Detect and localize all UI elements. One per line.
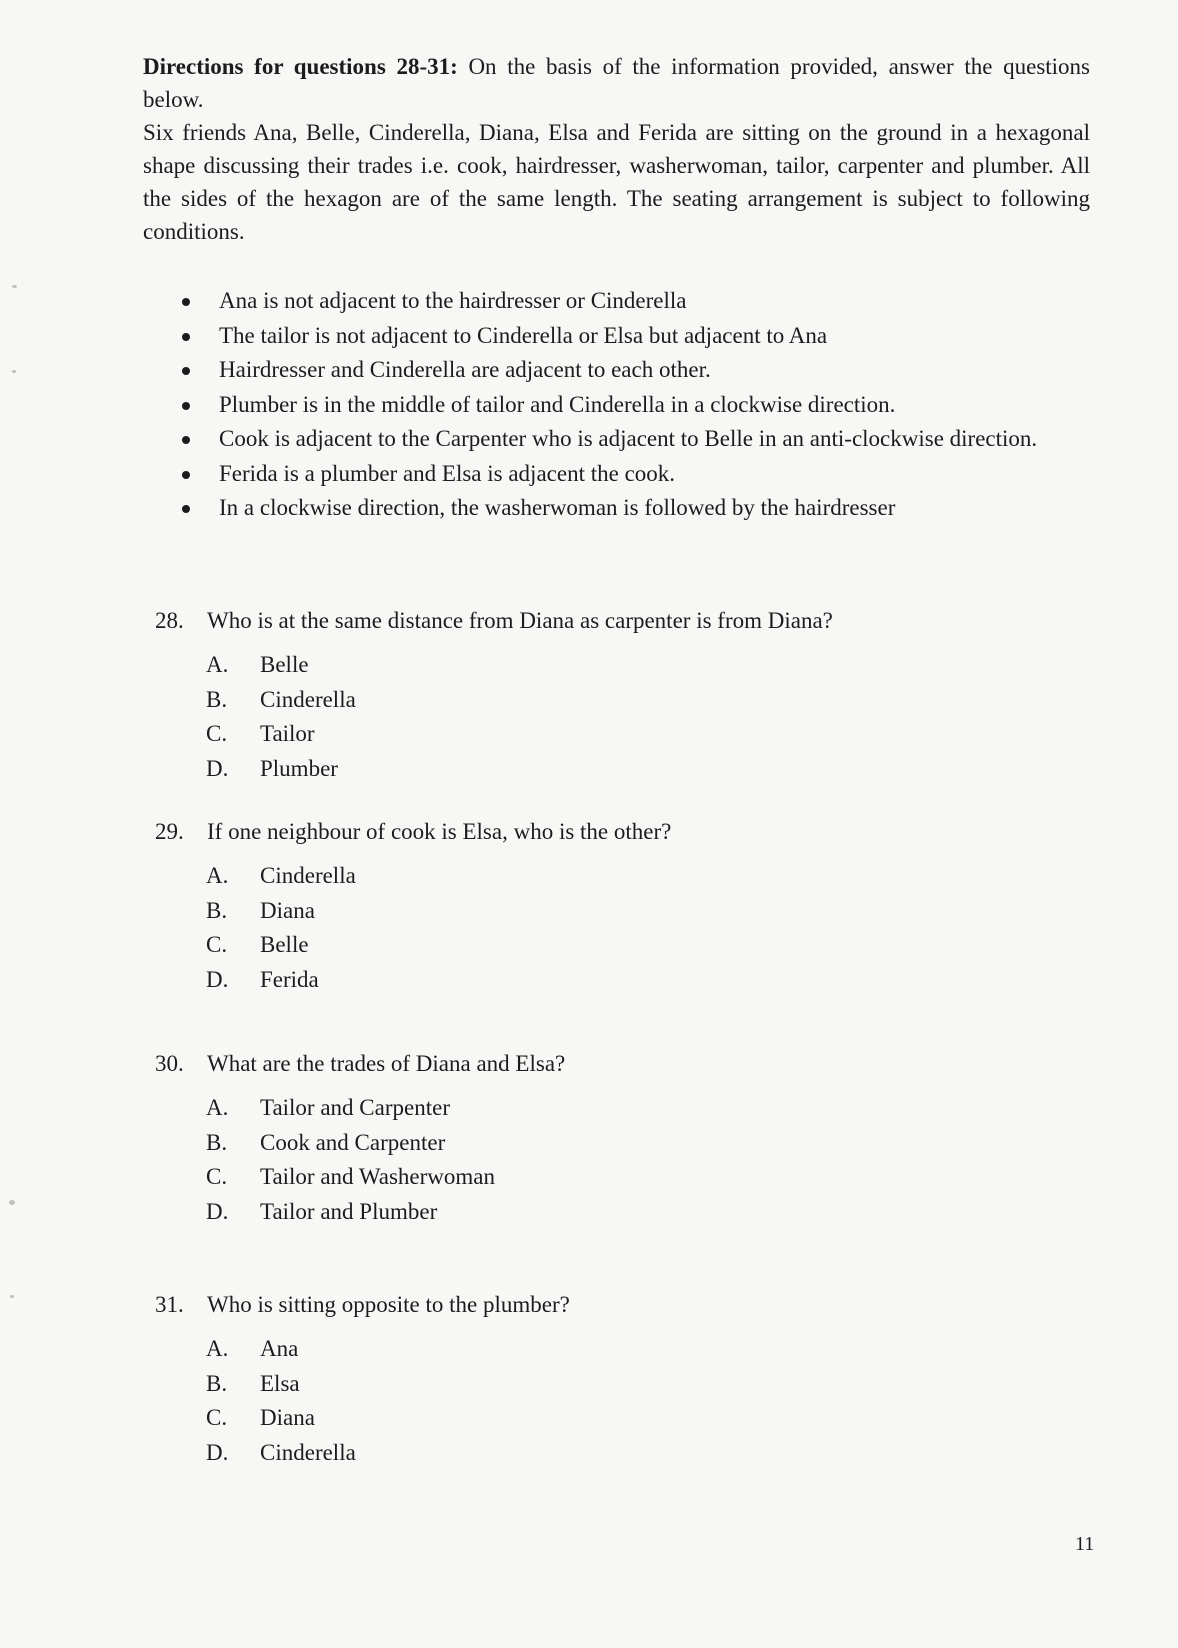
option-a[interactable] bbox=[206, 1332, 1085, 1367]
option-text: Cinderella bbox=[260, 1439, 356, 1465]
option-a[interactable] bbox=[206, 859, 1085, 894]
option-a[interactable] bbox=[206, 648, 1085, 683]
bullet-icon bbox=[182, 367, 190, 375]
condition-item bbox=[182, 422, 1090, 457]
answer-options bbox=[155, 648, 1085, 786]
option-text: Tailor and Plumber bbox=[260, 1198, 438, 1224]
bullet-icon bbox=[182, 298, 190, 306]
page-number: 11 bbox=[1075, 1533, 1095, 1555]
scan-speck bbox=[12, 370, 16, 373]
option-b[interactable] bbox=[206, 1126, 1085, 1161]
option-letter: A. bbox=[206, 1095, 229, 1120]
condition-item bbox=[182, 491, 1090, 526]
question-line bbox=[155, 1047, 1085, 1081]
option-letter: A. bbox=[206, 1336, 229, 1361]
option-letter: C. bbox=[206, 1164, 228, 1189]
question-number: 28. bbox=[155, 608, 184, 633]
option-text: Diana bbox=[260, 897, 315, 923]
condition-item bbox=[182, 284, 1090, 319]
option-d[interactable] bbox=[206, 1195, 1085, 1230]
option-a[interactable] bbox=[206, 1091, 1085, 1126]
option-letter: B. bbox=[206, 686, 228, 712]
condition-text: Plumber is in the middle of tailor and Cinderella in a clockwise direction. bbox=[219, 391, 896, 417]
directions-block bbox=[143, 50, 1090, 248]
directions-intro: On the basis of the information provided, answer the questions below. bbox=[143, 54, 1091, 112]
option-letter: D. bbox=[206, 966, 229, 992]
condition-text: The tailor is not adjacent to Cinderella or Elsa but adjacent to Ana bbox=[219, 322, 828, 348]
option-letter: D. bbox=[206, 1198, 229, 1224]
option-c[interactable] bbox=[206, 1401, 1085, 1436]
option-text: Cinderella bbox=[260, 686, 356, 712]
scan-speck bbox=[12, 285, 17, 288]
option-d[interactable] bbox=[206, 963, 1085, 998]
answer-options bbox=[155, 859, 1085, 997]
question-text: If one neighbour of cook is Elsa, who is the other? bbox=[207, 819, 672, 844]
option-d[interactable] bbox=[206, 1436, 1085, 1471]
option-c[interactable] bbox=[206, 928, 1085, 963]
answer-options bbox=[155, 1091, 1085, 1229]
conditions-list bbox=[182, 284, 1090, 526]
condition-text: Cook is adjacent to the Carpenter who is adjacent to Belle in an anti-clockwise direction. bbox=[219, 426, 1038, 451]
bullet-icon bbox=[182, 402, 190, 410]
option-letter: C. bbox=[206, 1405, 228, 1430]
answer-options bbox=[155, 1332, 1085, 1470]
option-text: Ferida bbox=[260, 966, 319, 992]
scan-speck bbox=[9, 1200, 15, 1205]
bullet-icon bbox=[182, 436, 190, 444]
option-text: Diana bbox=[260, 1405, 315, 1430]
question-line bbox=[155, 815, 1085, 849]
question-31 bbox=[155, 1288, 1085, 1470]
option-letter: C. bbox=[206, 932, 228, 957]
bullet-icon bbox=[182, 505, 190, 513]
option-d[interactable] bbox=[206, 752, 1085, 787]
question-29 bbox=[155, 815, 1085, 997]
option-letter: B. bbox=[206, 1370, 228, 1396]
question-number: 30. bbox=[155, 1051, 184, 1076]
condition-item bbox=[182, 353, 1090, 388]
option-text: Cook and Carpenter bbox=[260, 1129, 446, 1155]
question-text: What are the trades of Diana and Elsa? bbox=[207, 1051, 566, 1076]
condition-text: In a clockwise direction, the washerwoman is followed by the hairdresser bbox=[219, 495, 896, 520]
question-28 bbox=[155, 604, 1085, 786]
condition-item bbox=[182, 457, 1090, 492]
option-b[interactable] bbox=[206, 894, 1085, 929]
scan-speck bbox=[10, 1295, 14, 1298]
directions-label: Directions for questions 28-31: bbox=[143, 54, 458, 79]
option-text: Belle bbox=[260, 652, 309, 677]
question-line bbox=[155, 1288, 1085, 1322]
option-text: Tailor bbox=[260, 721, 315, 746]
directions-paragraph bbox=[143, 50, 1090, 116]
option-letter: D. bbox=[206, 1439, 229, 1465]
option-text: Plumber bbox=[260, 755, 338, 781]
option-b[interactable] bbox=[206, 683, 1085, 718]
option-letter: A. bbox=[206, 652, 229, 677]
option-letter: D. bbox=[206, 755, 229, 781]
condition-item bbox=[182, 319, 1090, 354]
option-letter: B. bbox=[206, 897, 228, 923]
directions-body: Six friends Ana, Belle, Cinderella, Diana, Elsa and Ferida are sitting on the ground in a hexagonal shape discussing their trades i.e. cook, hairdresser, washerwoman, tailor, carpenter and plumber. All the sides of the hexagon are of the same length. The seating arrangement is subject to following conditions. bbox=[143, 120, 1090, 244]
option-c[interactable] bbox=[206, 717, 1085, 752]
option-b[interactable] bbox=[206, 1367, 1085, 1402]
condition-text: Ferida is a plumber and Elsa is adjacent the cook. bbox=[219, 460, 676, 486]
bullet-icon bbox=[182, 471, 190, 479]
bullet-icon bbox=[182, 333, 190, 341]
option-text: Tailor and Carpenter bbox=[260, 1095, 450, 1120]
option-letter: C. bbox=[206, 721, 228, 746]
question-30 bbox=[155, 1047, 1085, 1229]
condition-item bbox=[182, 388, 1090, 423]
option-c[interactable] bbox=[206, 1160, 1085, 1195]
question-number: 29. bbox=[155, 819, 184, 844]
option-text: Belle bbox=[260, 932, 309, 957]
option-letter: A. bbox=[206, 863, 229, 888]
question-number: 31. bbox=[155, 1292, 184, 1317]
option-letter: B. bbox=[206, 1129, 228, 1155]
question-text: Who is sitting opposite to the plumber? bbox=[207, 1292, 570, 1317]
condition-text: Ana is not adjacent to the hairdresser or Cinderella bbox=[219, 288, 687, 313]
option-text: Tailor and Washerwoman bbox=[260, 1164, 495, 1189]
question-line bbox=[155, 604, 1085, 638]
condition-text: Hairdresser and Cinderella are adjacent to each other. bbox=[219, 357, 711, 382]
option-text: Ana bbox=[260, 1336, 299, 1361]
question-text: Who is at the same distance from Diana as carpenter is from Diana? bbox=[207, 608, 833, 633]
option-text: Cinderella bbox=[260, 863, 356, 888]
option-text: Elsa bbox=[260, 1370, 300, 1396]
